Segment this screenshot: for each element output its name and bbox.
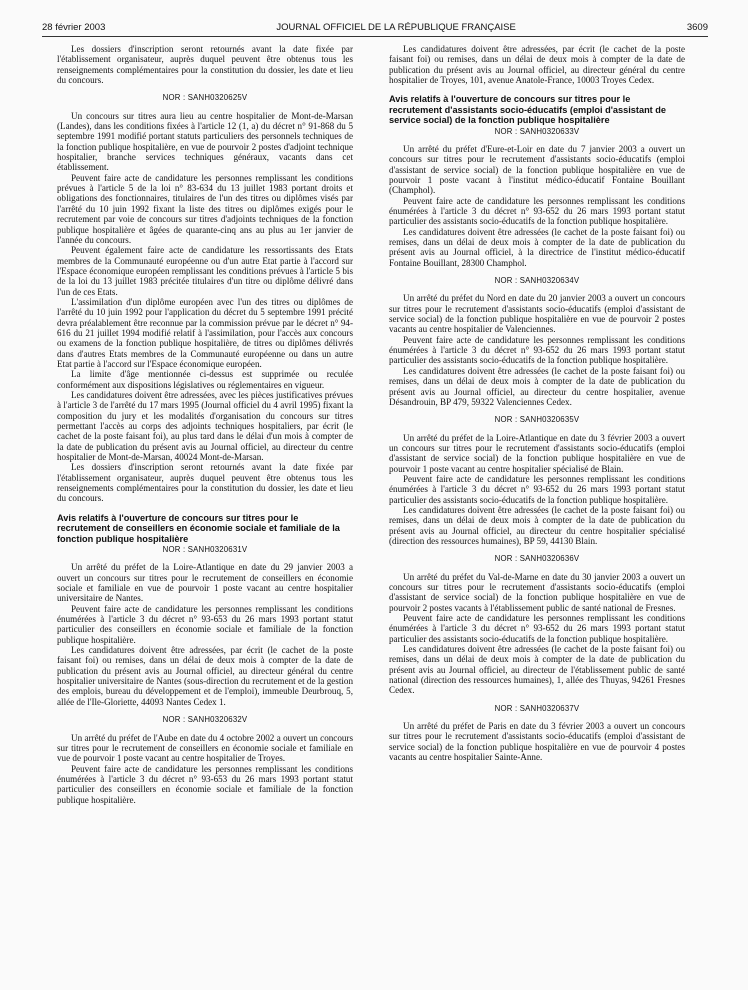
paragraph: Un arrêté du préfet de l'Aube en date du 4 octobre 2002 a ouvert un concours sur titres pour le recrutement de conseillers en économie sociale et familiale en vue de pourvoir 1 poste vacant au centre hospitalier de Troyes. xyxy=(57,732,353,764)
paragraph: Les candidatures doivent être adressées, avec les pièces justificatives prévues à l'article 3 de l'arrêté du 17 mars 1995 (Journal officiel du 4 avril 1995) fixant la composition du jury et les modalités d'organisation du concours sur titres permettant l'accès au corps des adjoints techniques hospitaliers, par écrit (le cachet de la poste faisant foi), au plus tard dans le délai d'un mois à compter de la date de publication du présent avis au Journal officiel, au directeur du centre hospitalier de Mont-de-Marsan, 40024 Mont-de-Marsan. xyxy=(57,390,353,463)
nor-reference: NOR : SANH0320633V xyxy=(494,126,580,136)
header-rule xyxy=(42,36,708,37)
paragraph: Peuvent faire acte de candidature les personnes remplissant les conditions énumérées à l'article 3 du décret n° 93-652 du 26 mars 1993 portant statut particulier des assistants socio-éducatifs de la fonction publique hospitalière. xyxy=(389,613,685,644)
header-date: 28 février 2003 xyxy=(42,22,106,33)
nor-reference: NOR : SANH0320635V xyxy=(494,415,580,425)
right-column xyxy=(389,44,685,982)
paragraph: Peuvent faire acte de candidature les personnes remplissant les conditions prévues à l'article 5 de la loi n° 83-634 du 13 juillet 1983 portant droits et obligations des fonctionnaires, titulaires de l'un des titres ou diplômes visés par l'arrêté du 10 juin 1992 fixant la liste des titres ou diplômes exigés pour le recrutement par voie de concours sur titres d'adjoints techniques de la fonction publique hospitalière et âgées de quarante-cinq ans au plus au 1er janvier de l'année du concours. xyxy=(57,172,353,245)
paragraph: Un arrêté du préfet de Paris en date du 3 février 2003 a ouvert un concours sur titres pour le recrutement d'assistants socio-éducatifs (emploi d'assistant de service social) de la fonction publique hospitalière en vue de pourvoir 4 postes vacants au centre hospitalier Sainte-Anne. xyxy=(389,721,685,763)
nor-reference: NOR : SANH0320634V xyxy=(494,276,580,286)
paragraph: Peuvent faire acte de candidature les personnes remplissant les conditions énumérées à l'article 3 du décret n° 93-653 du 26 mars 1993 portant statut particulier des conseillers en économie sociale et familiale de la fonction publique hospitalière. xyxy=(57,603,353,645)
header-page-number: 3609 xyxy=(686,22,708,33)
paragraph: Les candidatures doivent être adressées, par écrit (le cachet de la poste faisant foi) ou remises, dans un délai de deux mois à compter de la date de publication du présent avis au Journal officiel, au directeur général du centre hospitalier de Troyes, 101, avenue Anatole-France, 10003 Troyes Cedex. xyxy=(389,44,685,86)
paragraph: Un arrêté du préfet du Val-de-Marne en date du 30 janvier 2003 a ouvert un concours sur titres pour le recrutement d'assistants socio-éducatifs (emploi d'assistant de service social) de la fonction publique hospitalière en vue de pourvoir 2 postes vacants à l'établissement public de santé national de Fresnes. xyxy=(389,571,685,613)
paragraph: Les candidatures doivent être adressées (le cachet de la poste faisant foi) ou remises, dans un délai de deux mois à compter de la date de publication du présent avis au Journal officiel, au directeur du centre hospitalier spécialisé (direction des ressources humaines), BP 59, 44130 Blain. xyxy=(389,504,685,546)
header-journal-title: JOURNAL OFFICIEL DE LA RÉPUBLIQUE FRANÇAISE xyxy=(276,22,516,33)
paragraph: Un arrêté du préfet d'Eure-et-Loir en date du 7 janvier 2003 a ouvert un concours sur titres pour le recrutement d'assistants socio-éducatifs (emploi d'assistant de service social) de la fonction publique hospitalière en vue de pourvoir 1 poste vacant à l'institut médico-éducatif Fontaine Bouillant (Champhol). xyxy=(389,143,685,196)
nor-reference: NOR : SANH0320632V xyxy=(162,715,248,725)
section-title: Avis relatifs à l'ouverture de concours sur titres pour le recrutement d'assistants socio-éducatifs (emploi d'assistant de service social) de la fonction publique hospitalière xyxy=(389,94,667,126)
nor-reference: NOR : SANH0320631V xyxy=(162,545,248,554)
section-title: Avis relatifs à l'ouverture de concours sur titres pour le recrutement de conseillers en économie sociale et familiale de la fonction publique hospitalière xyxy=(57,512,340,544)
left-column xyxy=(57,44,353,982)
nor-reference: NOR : SANH0320625V xyxy=(162,93,248,103)
paragraph: Les candidatures doivent être adressées (le cachet de la poste faisant foi) ou remises, dans un délai de deux mois à compter de la date de publication du présent avis au Journal officiel, à la directrice de l'institut médico-éducatif Fontaine Bouillant, 28300 Champhol. xyxy=(389,226,685,268)
paragraph: La limite d'âge mentionnée ci-dessus est supprimée ou reculée conformément aux dispositions législatives ou réglementaires en vigueur. xyxy=(57,369,353,390)
paragraph: Un concours sur titres aura lieu au centre hospitalier de Mont-de-Marsan (Landes), dans les conditions fixées à l'article 12 (1, a) du décret n° 91-868 du 5 septembre 1991 modifié portant statuts particuliers des personnels techniques de la fonction publique hospitalière, en vue de pourvoir 2 postes d'adjoint technique hospitalier, branche services techniques généraux, vacants dans cet établissement. xyxy=(57,110,353,173)
paragraph: Les candidatures doivent être adressées, par écrit (le cachet de la poste faisant foi) ou remises, dans un délai de deux mois à compter de la date de publication du présent avis au Journal officiel, au directeur général du centre hospitalier universitaire de Nantes (sous-direction du recrutement et de la gestion des emplois, bureau du développement et de l'emploi), immeuble Deurbrouq, 5, allée de l'Ile-Gloriette, 44093 Nantes Cedex 1. xyxy=(57,645,353,707)
paragraph: Les candidatures doivent être adressées (le cachet de la poste faisant foi) ou remises, dans un délai de deux mois à compter de la date de publication du présent avis au Journal officiel, au directeur de l'établissement public de santé national (direction des ressources humaines), 1, allée des Thuyas, 94261 Fresnes Cedex. xyxy=(389,644,685,696)
paragraph: Les dossiers d'inscription seront retournés avant la date fixée par l'établissement organisateur, auprès duquel peuvent être obtenus tous les renseignements complémentaires pour la constitution du dossier, les date et lieu du concours. xyxy=(57,462,353,504)
paragraph: L'assimilation d'un diplôme européen avec l'un des titres ou diplômes de l'arrêté du 10 juin 1992 pour l'application du décret du 5 septembre 1991 précité devra préalablement être reconnue par la commission prévue par le décret n° 94-616 du 21 juillet 1994 modifié relatif à l'assimilation, pour l'accès aux concours ou examens de la fonction publique hospitalière, de titres ou diplômes délivrés dans d'autres Etats membres de la Communauté européenne ou dans un autre Etat partie à l'accord sur l'Espace économique européen. xyxy=(57,296,353,369)
paragraph: Un arrêté du préfet de la Loire-Atlantique en date du 29 janvier 2003 a ouvert un concours sur titres pour le recrutement de conseillers en économie sociale et familiale en vue de pourvoir 1 poste vacant au centre hospitalier universitaire de Nantes. xyxy=(57,562,353,604)
paragraph: Peuvent faire acte de candidature les personnes remplissant les conditions énumérées à l'article 3 du décret n° 93-652 du 26 mars 1993 portant statut particulier des assistants socio-éducatifs de la fonction publique hospitalière. xyxy=(389,334,685,366)
paragraph: Peuvent faire acte de candidature les personnes remplissant les conditions énumérées à l'article 3 du décret n° 93-653 du 26 mars 1993 portant statut particulier des conseillers en économie sociale et familiale de la fonction publique hospitalière. xyxy=(57,763,353,805)
nor-reference: NOR : SANH0320636V xyxy=(494,554,580,564)
nor-reference: NOR : SANH0320637V xyxy=(494,703,580,713)
paragraph: Peuvent faire acte de candidature les personnes remplissant les conditions énumérées à l'article 3 du décret n° 93-652 du 26 mars 1993 portant statut particulier des assistants socio-éducatifs de la fonction publique hospitalière. xyxy=(389,473,685,505)
paragraph: Un arrêté du préfet de la Loire-Atlantique en date du 3 février 2003 a ouvert un concours sur titres pour le recrutement d'assistants socio-éducatifs (emploi d'assistant de service social) de la fonction publique hospitalière en vue de pourvoir 1 poste vacant au centre hospitalier spécialisé de Blain. xyxy=(389,432,685,474)
page-header xyxy=(42,22,708,33)
paragraph: Les dossiers d'inscription seront retournés avant la date fixée par l'établissement organisateur, auprès duquel peuvent être obtenus tous les renseignements complémentaires pour la constitution du dossier, les date et lieu du concours. xyxy=(57,44,353,86)
paragraph: Un arrêté du préfet du Nord en date du 20 janvier 2003 a ouvert un concours sur titres pour le recrutement d'assistants socio-éducatifs (emploi d'assistant de service social) de la fonction publique hospitalière en vue de pourvoir 2 postes vacants au centre hospitalier de Valenciennes. xyxy=(389,293,685,335)
paragraph: Peuvent faire acte de candidature les personnes remplissant les conditions énumérées à l'article 3 du décret n° 93-652 du 26 mars 1993 portant statut particulier des assistants socio-éducatifs de la fonction publique hospitalière. xyxy=(389,195,685,227)
paragraph: Peuvent également faire acte de candidature les ressortissants des Etats membres de la Communauté européenne ou d'un autre Etat partie à l'accord sur l'Espace économique européen remplissant les conditions prévues à l'article 5 bis de la loi du 13 juillet 1983 précitée titulaires d'un titre ou diplôme délivré dans l'un de ces Etats. xyxy=(57,245,353,297)
paragraph: Les candidatures doivent être adressées (le cachet de la poste faisant foi) ou remises, dans un délai de deux mois à compter de la date de publication du présent avis au Journal officiel, au directeur du centre hospitalier, avenue Désandrouin, BP 479, 59322 Valenciennes Cedex. xyxy=(389,365,685,407)
